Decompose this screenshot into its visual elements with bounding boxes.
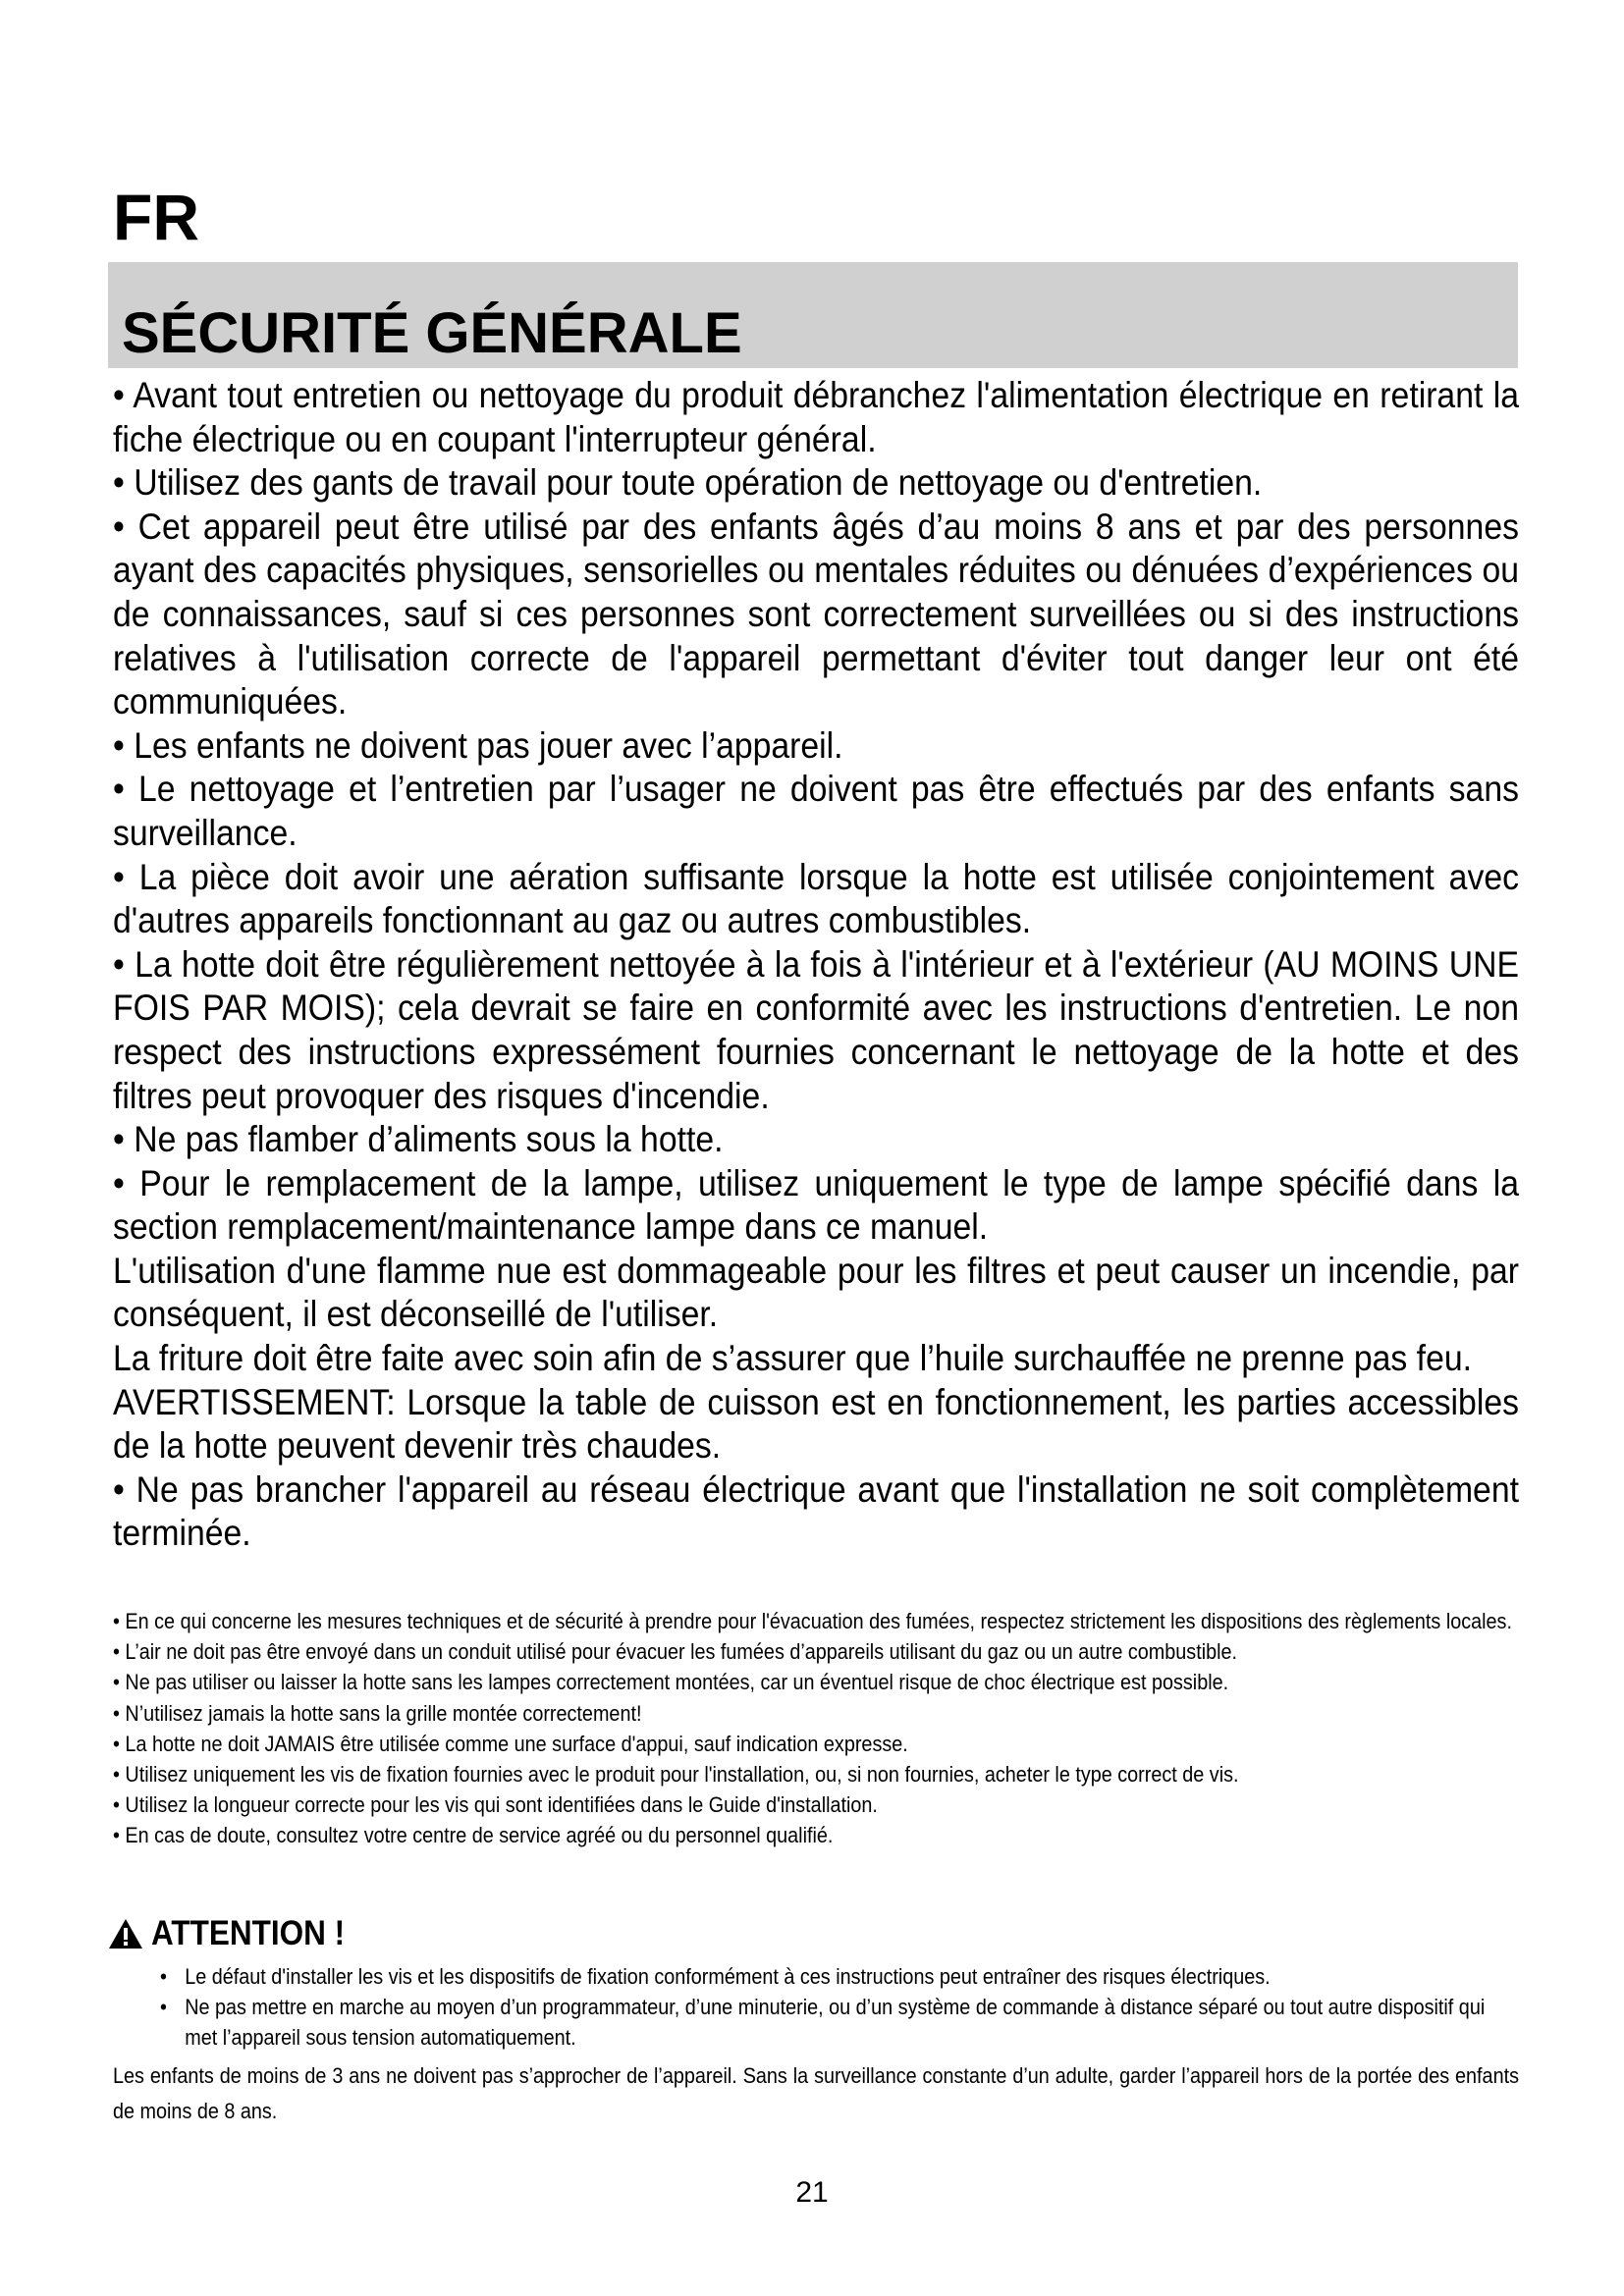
paragraph: • Ne pas flamber d’aliments sous la hotte. (113, 1118, 724, 1160)
section-title: SÉCURITÉ GÉNÉRALE (122, 301, 742, 365)
language-code: FR (113, 181, 199, 253)
section-header-bar (108, 262, 1518, 368)
attention-heading (108, 1914, 366, 1953)
paragraph: • Utilisez uniquement les vis de fixation fournies avec le produit pour l'installation, ou, si non fournies, acheter le type correct de vis. (113, 1762, 1239, 1788)
paragraph: • La pièce doit avoir une aération suffisante lorsque la hotte est utilisée conjointement avec d'autres appareils fonctionnant au gaz ou autres combustibles. (113, 855, 1519, 941)
paragraph: La friture doit être faite avec soin afin de s’assurer que l’huile surchauffée ne prenne pas feu. (113, 1337, 1472, 1379)
paragraph: • Le nettoyage et l’entretien par l’usager ne doivent pas être effectués par des enfants sans surveillance. (113, 768, 1519, 853)
attention-label: ATTENTION ! (151, 1914, 346, 1952)
paragraph: • N’utilisez jamais la hotte sans la grille montée correctement! (113, 1700, 642, 1726)
paragraph: AVERTISSEMENT: Lorsque la table de cuisson est en fonctionnement, les parties accessibles de la hotte peuvent devenir très chaudes. (113, 1380, 1519, 1467)
paragraph: • Utilisez des gants de travail pour toute opération de nettoyage ou d'entretien. (113, 461, 1263, 504)
paragraph: • Pour le remplacement de la lampe, utilisez uniquement le type de lampe spécifié dans la section remplacement/maintenance lampe dans ce manuel. (113, 1161, 1519, 1248)
paragraph: • L’air ne doit pas être envoyé dans un conduit utilisé pour évacuer les fumées d’appareils utilisant du gaz ou un autre combustible. (113, 1639, 1238, 1665)
page-number: 21 (795, 2176, 829, 2209)
paragraph: • En cas de doute, consultez votre centre de service agréé ou du personnel qualifié. (113, 1823, 834, 1848)
paragraph: • Avant tout entretien ou nettoyage du produit débranchez l'alimentation électrique en retirant la fiche électrique ou en coupant l'interrupteur général. (113, 374, 1519, 459)
paragraph: • Ne pas brancher l'appareil au réseau électrique avant que l'installation ne soit complètement terminée. (113, 1468, 1519, 1554)
children-note (113, 2058, 1519, 2129)
safety-instructions-large (113, 373, 1519, 1555)
paragraph: • Ne pas utiliser ou laisser la hotte sans les lampes correctement montées, car un éventuel risque de choc électrique est possible. (113, 1670, 1229, 1695)
children-note-text: Les enfants de moins de 3 ans ne doivent pas s’approcher de l’appareil. Sans la surveillance constante d’un adulte, garder l’appareil hors de la portée des enfants de moins de 8 ans. (113, 2063, 1519, 2123)
paragraph: • Utilisez la longueur correcte pour les vis qui sont identifiées dans le Guide d'installation. (113, 1792, 878, 1818)
attention-list (160, 1961, 1519, 2054)
paragraph: L'utilisation d'une flamme nue est dommageable pour les filtres et peut causer un incendie, par conséquent, il est déconseillé de l'utiliser. (113, 1249, 1519, 1335)
paragraph: • La hotte ne doit JAMAIS être utilisée comme une surface d'appui, sauf indication expresse. (113, 1731, 908, 1756)
list-item: • Le défaut d'installer les vis et les dispositifs de fixation conformément à ces instructions peut entraîner des risques électriques. (160, 1961, 1519, 1992)
list-item: • Ne pas mettre en marche au moyen d’un programmateur, d’une minuterie, ou d’un système de commande à distance séparé ou tout autre dispositif qui met l’appareil sous tension automatiquement. (160, 1992, 1519, 2053)
safety-instructions-small (113, 1606, 1519, 1851)
paragraph: • La hotte doit être régulièrement nettoyée à la fois à l'intérieur et à l'extérieur (AU MOINS UNE FOIS PAR MOIS); cela devrait se faire en conformité avec les instructions d'entretien. Le non respect des instructions expressément fournies concernant le nettoyage de la hotte et des filtres peut provoquer des risques d'incendie. (113, 942, 1519, 1116)
paragraph: • En ce qui concerne les mesures techniques et de sécurité à prendre pour l'évacuation des fumées, respectez strictement les dispositions des règlements locales. (113, 1609, 1512, 1633)
paragraph: • Les enfants ne doivent pas jouer avec l’appareil. (113, 723, 843, 766)
warning-triangle-icon (108, 1918, 143, 1949)
paragraph: • Cet appareil peut être utilisé par des enfants âgés d’au moins 8 ans et par des personnes ayant des capacités physiques, sensorielles ou mentales réduites ou dénuées d’expériences ou de connaissances, sauf si ces personnes sont correctement surveillées ou si des instructions relatives à l'utilisation correcte de l'appareil permettant d'éviter tout danger leur ont été communiquées. (113, 505, 1519, 722)
